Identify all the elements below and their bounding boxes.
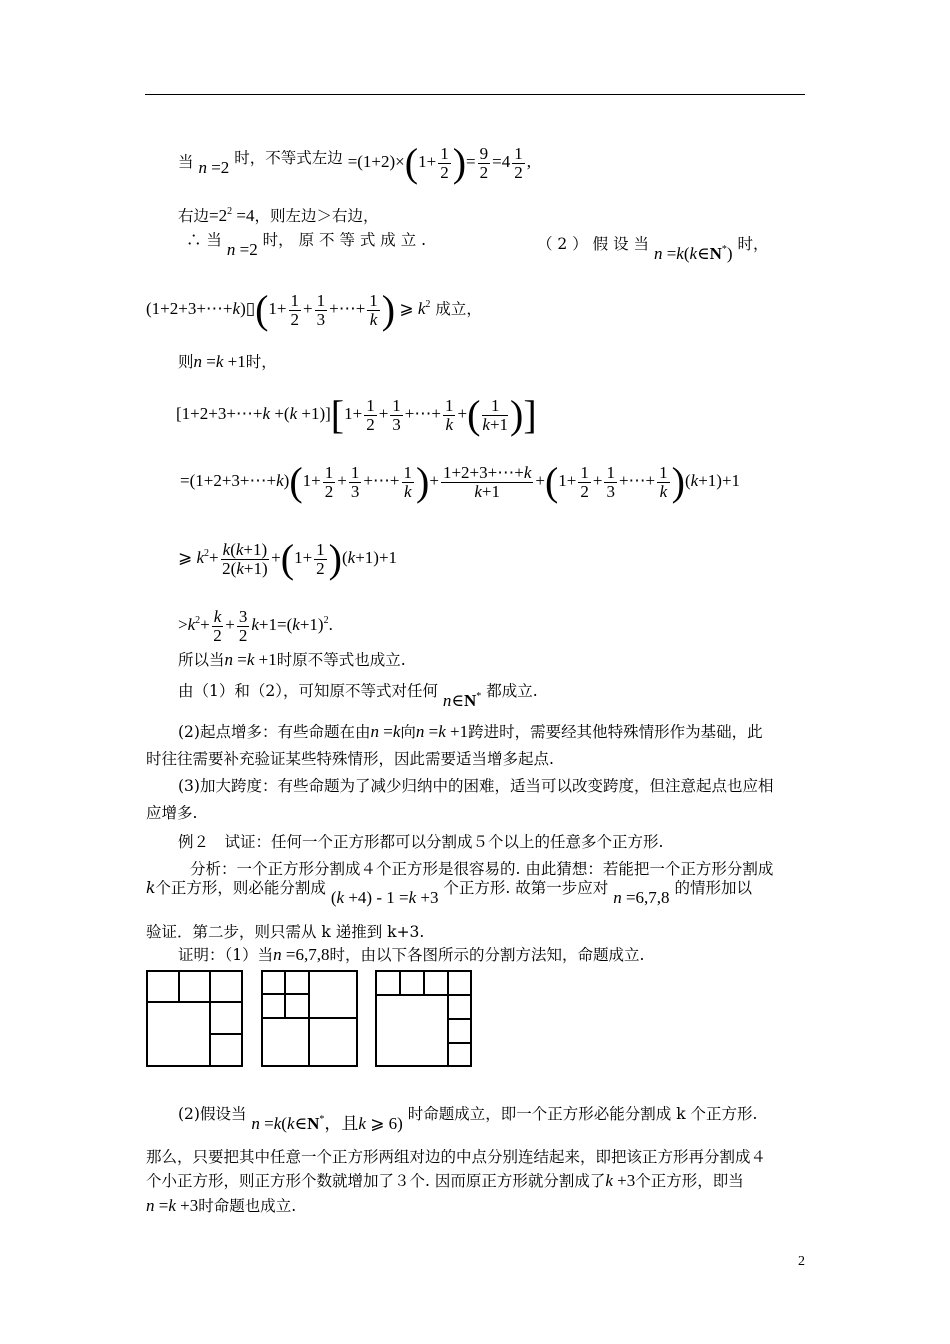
conclusion-line <box>178 650 406 670</box>
right-side-line <box>178 202 378 226</box>
text: 个小正方形，则正方形个数就增加了３个. 因而原正方形就分割成了 <box>146 1172 606 1190</box>
header-rule <box>145 94 805 95</box>
math-right: $=2^2 =4$ <box>209 206 255 225</box>
text: 时， 原 不 等 式 成 立 . <box>262 231 427 249</box>
text: ，则左边＞右边， <box>254 207 379 225</box>
math-expansion: [1+2+3+⋯+k +(k +1)][1+ $\frac{1}{2}$ + $\frac{1}{3}$ +⋯+ $\frac{1}{k}$ +( $\frac{1}{k+1}$ )] <box>176 392 537 437</box>
math-left-expr: =(1+2)×(1+ $\frac{1}{2}$ )= $\frac{9}{2}$ =4 $\frac{1}{2}$ , <box>347 140 531 185</box>
case-n2-line <box>178 140 531 185</box>
text: 右边 <box>178 207 210 225</box>
text: 向 <box>400 723 416 741</box>
text: 个正方形. 故第一步应对 <box>443 879 609 897</box>
text: 的情形加以 <box>674 879 752 897</box>
assume-line <box>537 230 769 263</box>
math-n678: n =6,7,8 <box>613 888 670 907</box>
text: 时， <box>737 235 769 253</box>
math-hypothesis: (1+2+3+⋯+k)▯(1+ $\frac{1}{2}$ + $\frac{1}{3}$ +⋯+ $\frac{1}{k}$ ) ⩾ $k^2$ <box>146 287 431 332</box>
text: 所以当 <box>178 651 225 669</box>
proof-step-2-c <box>146 1196 296 1216</box>
expansion-line <box>176 392 537 437</box>
square-division-7-figure <box>261 970 359 1068</box>
text: 当 <box>178 152 194 171</box>
text-line: 应增多. <box>146 804 198 822</box>
final-line <box>178 677 538 710</box>
math-equals: =(1+2+3+⋯+k)(1+ $\frac{1}{2}$ + $\frac{1}{3}$ +⋯+ $\frac{1}{k}$ )+ $\frac{1+2+3+\cdots+k}{k+1}$ +(1+ $\frac{1}{2}$ + $\frac{1}{3}$ +⋯+ $\frac{1}{k}$ )(k+1)+1 <box>180 459 741 504</box>
text: 则 <box>178 353 194 371</box>
square-division-6-figure <box>146 970 244 1068</box>
math-k3: k +3 <box>605 1171 636 1190</box>
text: 时，不等式左边 <box>234 148 343 167</box>
page-number: 2 <box>798 1254 805 1269</box>
therefore-line <box>186 230 427 259</box>
math-nk: n =k <box>370 722 401 741</box>
text: 时，由以下各图所示的分割方法知，命题成立. <box>329 946 645 964</box>
math-nk1: n =k +1 <box>224 650 277 669</box>
text: 跨进时，需要经其他特殊情形作为基础，此 <box>468 723 763 741</box>
math-n678: n =6,7,8 <box>273 945 330 964</box>
proof-step-2-b <box>146 1171 744 1191</box>
text: 时命题成立，即一个正方形必能分割成 k 个正方形. <box>407 1105 758 1123</box>
math-gt: $>k^2+$ $\frac{k}{2}$ + $\frac{3}{2}$ $k+1=(k+1)^2$. <box>178 607 333 645</box>
text: 时， <box>245 353 277 371</box>
text: 时原不等式也成立. <box>276 651 406 669</box>
text: 由（1）和（2），可知原不等式对任何 <box>178 682 438 700</box>
text: 证明：（1）当 <box>178 946 274 964</box>
text: (2)假设当 <box>178 1105 247 1123</box>
text-line: 那么，只要把其中任意一个正方形两组对边的中点分别连结起来，即把该正方形再分割成４ <box>146 1148 767 1166</box>
analysis-line: 分析：一个正方形分割成４个正方形是很容易的. 由此猜想：若能把一个正方形分割成 <box>190 860 774 878</box>
proof-step-2 <box>178 1100 758 1133</box>
math-nk-k6: n =k(k∈N*，且k ⩾ 6) <box>251 1114 403 1133</box>
hypothesis-line <box>146 287 482 332</box>
text: ∴ 当 <box>186 231 222 249</box>
text: 成立， <box>435 299 482 318</box>
math-n2: n =2 <box>226 240 258 259</box>
math-geq: ⩾ $k^2+$ $\frac{k(k+1)}{2(k+1)}$ +(1+ $\frac{1}{2}$ )(k+1)+1 <box>178 536 398 581</box>
math-nN: n∈N* <box>442 691 482 710</box>
text: k <box>146 879 156 897</box>
text: 时命题也成立. <box>198 1197 297 1215</box>
text: 都成立. <box>486 682 538 700</box>
math-n2: n =2 <box>198 157 230 177</box>
analysis-line-3: 验证．第二步，则只需从 k 递推到 k+3. <box>146 923 425 941</box>
math-nk: n =k(k∈N*) <box>653 244 733 263</box>
math-nk1: n =k +1 <box>193 352 246 371</box>
square-division-8-figure <box>375 970 473 1068</box>
example-2: 例２ 试证：任何一个正方形都可以分割成５个以上的任意多个正方形. <box>178 833 664 851</box>
gt-line <box>178 608 333 645</box>
analysis-line-2 <box>146 878 752 907</box>
text: （ 2 ） 假 设 当 <box>537 235 649 253</box>
proof-line <box>178 945 644 965</box>
text: 个正方形，即当 <box>635 1172 744 1190</box>
math-k4: (k +4) - 1 =k +3 <box>330 888 439 907</box>
then-line <box>178 352 277 372</box>
text-line: 时往往需要补充验证某些特殊情形，因此需要适当增多起点. <box>146 750 554 768</box>
math-nk1: n =k +1 <box>415 722 469 741</box>
text: 个正方形，则必能分割成 <box>155 879 326 897</box>
text-line: (3)加大跨度：有些命题为了减少归纳中的困难，适当可以改变跨度，但注意起点也应相 <box>178 777 774 795</box>
geq-line <box>178 536 398 581</box>
math-nk3: n =k +3 <box>146 1196 199 1215</box>
text: (2)起点增多：有些命题在由 <box>178 723 371 741</box>
para-start-points <box>178 722 763 742</box>
equals-line <box>180 459 741 504</box>
